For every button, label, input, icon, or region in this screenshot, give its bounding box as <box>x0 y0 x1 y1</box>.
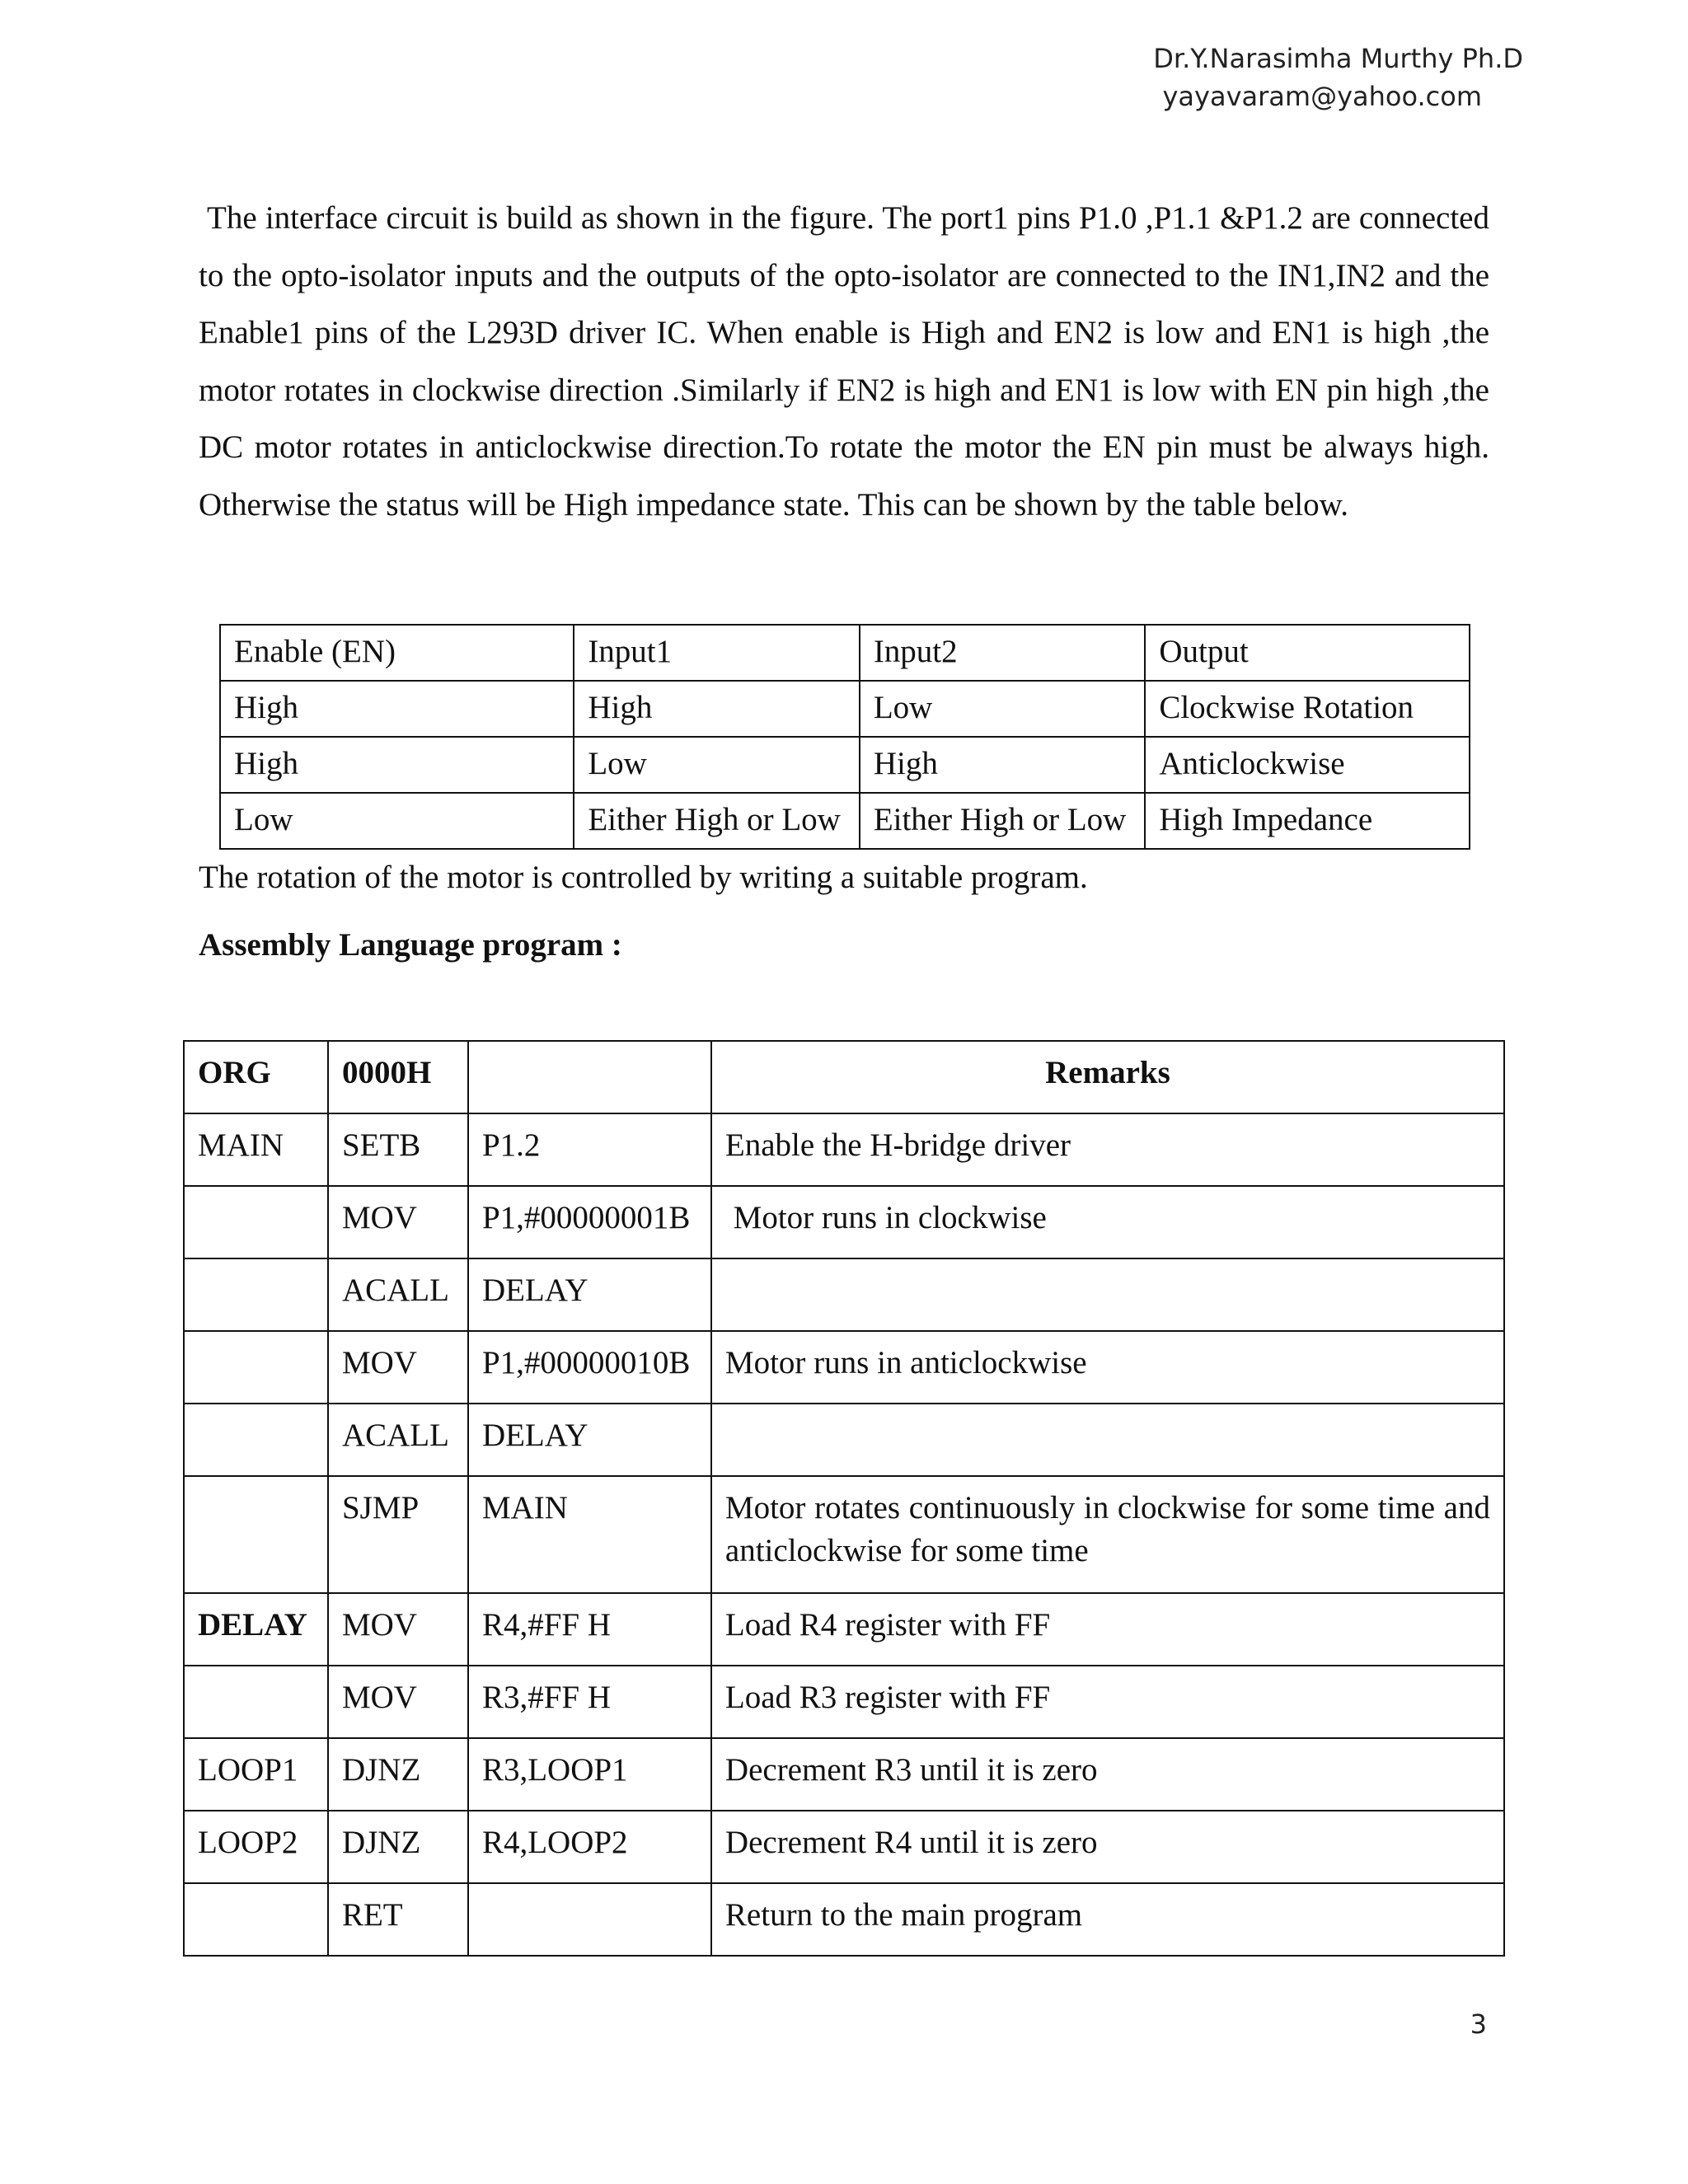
program-label-cell <box>184 1258 328 1331</box>
program-operand-cell: R3,#FF H <box>468 1666 711 1738</box>
program-opcode-cell: SETB <box>328 1113 468 1186</box>
program-opcode-cell: MOV <box>328 1666 468 1738</box>
program-remark-cell <box>711 1404 1504 1476</box>
program-opcode-cell: MOV <box>328 1186 468 1258</box>
author-name: Dr.Y.Narasimha Murthy Ph.D <box>1153 43 1523 74</box>
program-opcode-cell: MOV <box>328 1331 468 1404</box>
program-heading: Assembly Language program : <box>199 927 622 963</box>
program-row <box>184 1331 1504 1404</box>
truth-table-row <box>220 681 1470 737</box>
truth-table-row <box>220 793 1470 849</box>
truth-table-cell: High <box>220 737 574 793</box>
program-row <box>184 1593 1504 1666</box>
program-row <box>184 1666 1504 1738</box>
truth-table-cell: Low <box>574 737 860 793</box>
intro-paragraph: The interface circuit is build as shown in the figure. The port1 pins P1.0 ,P1.1 &P1.2 are connected to the opto-isolator inputs and the outputs of the opto-isolator are connected to the IN1,IN2 and the Enable1 pins of the L293D driver IC. When enable is High and EN2 is low and EN1 is high ,the motor rotates in clockwise direction .Similarly if EN2 is high and EN1 is low with EN pin high ,the DC motor rotates in anticlockwise direction.To rotate the motor the EN pin must be always high. Otherwise the status will be High impedance state. This can be shown by the table below. <box>199 200 1489 523</box>
truth-table-header-cell: Enable (EN) <box>220 625 574 681</box>
program-label-cell <box>184 1404 328 1476</box>
truth-table-cell: High Impedance <box>1145 793 1470 849</box>
program-label-cell <box>184 1666 328 1738</box>
program-opcode-cell: ACALL <box>328 1258 468 1331</box>
truth-table-cell: Either High or Low <box>860 793 1146 849</box>
program-label-cell <box>184 1883 328 1956</box>
program-operand-cell <box>468 1883 711 1956</box>
program-row <box>184 1186 1504 1258</box>
truth-table-cell: Either High or Low <box>574 793 860 849</box>
program-remark-cell: Load R3 register with FF <box>711 1666 1504 1738</box>
program-header-row <box>184 1041 1504 1113</box>
truth-table-cell: High <box>574 681 860 737</box>
program-operand-cell: R4,LOOP2 <box>468 1811 711 1883</box>
page-number: 3 <box>1470 2008 1487 2040</box>
program-row <box>184 1404 1504 1476</box>
program-operand-cell: MAIN <box>468 1476 711 1593</box>
program-origin-cell: 0000H <box>328 1041 468 1113</box>
truth-table-row <box>220 737 1470 793</box>
program-opcode-cell: ACALL <box>328 1404 468 1476</box>
program-remark-cell: Decrement R4 until it is zero <box>711 1811 1504 1883</box>
author-email: yayavaram@yahoo.com <box>1162 81 1482 112</box>
program-opcode-cell: MOV <box>328 1593 468 1666</box>
program-opcode-cell: RET <box>328 1883 468 1956</box>
truth-table-header-cell: Output <box>1145 625 1470 681</box>
program-row <box>184 1476 1504 1593</box>
program-remark-cell: Motor runs in clockwise <box>711 1186 1504 1258</box>
truth-table-header-cell: Input1 <box>574 625 860 681</box>
program-operand-cell: P1.2 <box>468 1113 711 1186</box>
program-label-cell: LOOP2 <box>184 1811 328 1883</box>
truth-table-cell: Low <box>220 793 574 849</box>
program-row <box>184 1883 1504 1956</box>
program-label-cell <box>184 1331 328 1404</box>
truth-table <box>219 624 1470 850</box>
program-remark-cell <box>711 1258 1504 1331</box>
truth-table-cell: Low <box>860 681 1146 737</box>
program-operand-cell: DELAY <box>468 1404 711 1476</box>
program-remarks-header-cell: Remarks <box>711 1041 1504 1113</box>
program-operand-cell: DELAY <box>468 1258 711 1331</box>
program-operand-cell: R4,#FF H <box>468 1593 711 1666</box>
program-remark-cell: Decrement R3 until it is zero <box>711 1738 1504 1811</box>
program-operand-cell: R3,LOOP1 <box>468 1738 711 1811</box>
program-label-cell: DELAY <box>184 1593 328 1666</box>
program-remark-cell: Motor rotates continuously in clockwise for some time and anticlockwise for some time <box>711 1476 1504 1593</box>
program-row <box>184 1738 1504 1811</box>
program-remark-cell: Load R4 register with FF <box>711 1593 1504 1666</box>
program-operand-cell: P1,#00000001B <box>468 1186 711 1258</box>
truth-table-header-cell: Input2 <box>860 625 1146 681</box>
program-opcode-cell: DJNZ <box>328 1738 468 1811</box>
truth-table-cell: High <box>220 681 574 737</box>
program-remark-cell: Return to the main program <box>711 1883 1504 1956</box>
program-opcode-cell: SJMP <box>328 1476 468 1593</box>
truth-table-cell: Anticlockwise <box>1145 737 1470 793</box>
program-label-cell: MAIN <box>184 1113 328 1186</box>
program-org-cell: ORG <box>184 1041 328 1113</box>
program-operand-cell: P1,#00000010B <box>468 1331 711 1404</box>
program-table <box>183 1040 1505 1957</box>
program-label-cell: LOOP1 <box>184 1738 328 1811</box>
truth-table-header-row <box>220 625 1470 681</box>
program-operand-header-cell <box>468 1041 711 1113</box>
program-remark-cell: Enable the H-bridge driver <box>711 1113 1504 1186</box>
truth-table-cell: High <box>860 737 1146 793</box>
program-remark-cell: Motor runs in anticlockwise <box>711 1331 1504 1404</box>
truth-table-cell: Clockwise Rotation <box>1145 681 1470 737</box>
program-label-cell <box>184 1476 328 1593</box>
program-row <box>184 1258 1504 1331</box>
page-header <box>1029 40 1523 115</box>
program-label-cell <box>184 1186 328 1258</box>
program-row <box>184 1811 1504 1883</box>
program-row <box>184 1113 1504 1186</box>
program-opcode-cell: DJNZ <box>328 1811 468 1883</box>
table-caption: The rotation of the motor is controlled by writing a suitable program. <box>199 860 1088 895</box>
